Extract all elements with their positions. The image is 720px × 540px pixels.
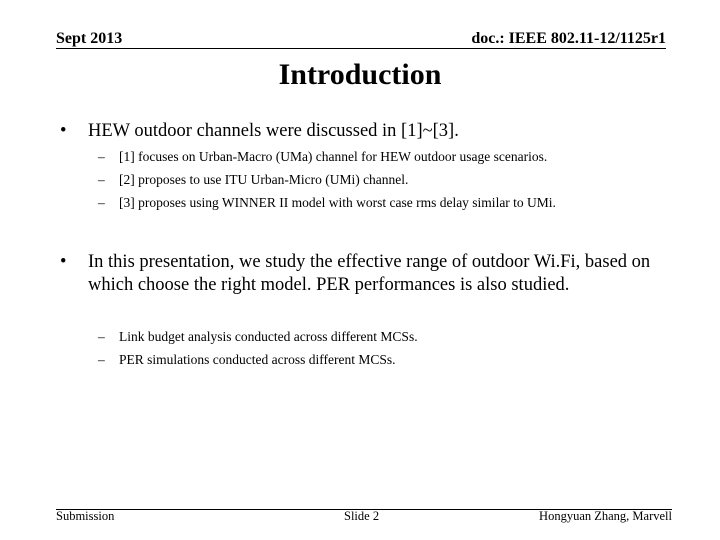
footer-slide-number: Slide 2 [344, 509, 380, 523]
sub-item-text: [2] proposes to use ITU Urban-Micro (UMi) channel. [119, 172, 409, 187]
bullet-2 [60, 251, 660, 297]
sub-item-1-2 [98, 168, 698, 191]
bullet-text: In this presentation, we study the effective range of outdoor Wi.Fi, based on which choose the right model. PER performances is also studied. [88, 252, 651, 295]
sub-item-1-1 [98, 145, 698, 168]
sub-item-text: [3] proposes using WINNER II model with worst case rms delay similar to UMi. [119, 195, 556, 210]
header-divider [56, 48, 666, 49]
slide-title: Introduction [278, 58, 442, 91]
sub-item-2-1 [98, 325, 698, 348]
dash-symbol: – [98, 149, 105, 164]
sub-item-text: Link budget analysis conducted across different MCSs. [119, 329, 418, 344]
dash-symbol: – [98, 172, 105, 187]
bullet-symbol: • [60, 252, 67, 272]
dash-symbol: – [98, 352, 105, 367]
dash-symbol: – [98, 329, 105, 344]
sub-item-text: PER simulations conducted across different MCSs. [119, 352, 396, 367]
sub-item-1-3 [98, 191, 698, 214]
bullet-1 [60, 120, 660, 143]
bullet-text: HEW outdoor channels were discussed in [1]~[3]. [88, 121, 459, 141]
bullet-symbol: • [60, 121, 67, 141]
footer-submission: Submission [56, 509, 115, 523]
header-date: Sept 2013 [56, 30, 123, 47]
footer-author: Hongyuan Zhang, Marvell [539, 509, 672, 523]
sub-item-text: [1] focuses on Urban-Macro (UMa) channel for HEW outdoor usage scenarios. [119, 149, 548, 164]
dash-symbol: – [98, 195, 105, 210]
sub-item-2-2 [98, 348, 698, 371]
header-doc-id: doc.: IEEE 802.11-12/1125r1 [471, 30, 666, 47]
